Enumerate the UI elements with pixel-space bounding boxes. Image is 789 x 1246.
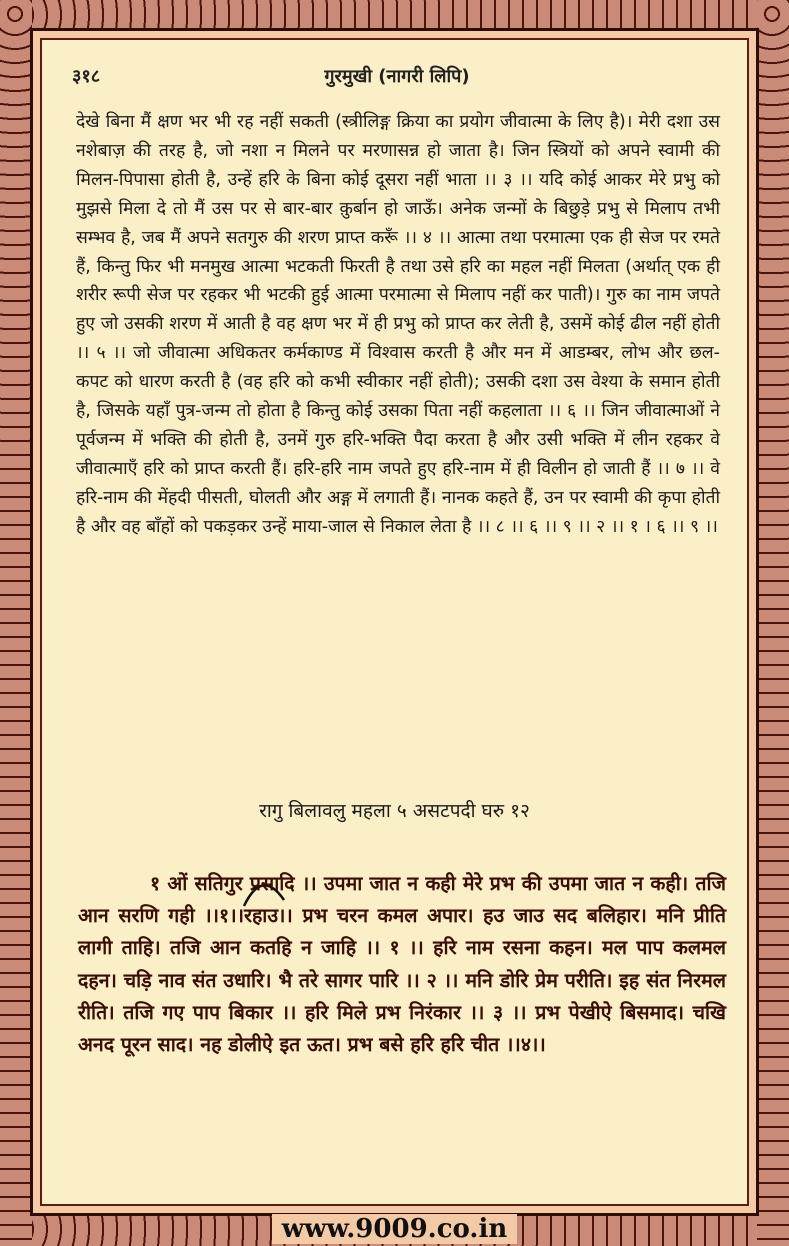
website-watermark bbox=[0, 1212, 789, 1246]
page-title: गुरमुखी (नागरी लिपि) bbox=[324, 66, 470, 87]
ornamental-border-right bbox=[757, 0, 789, 1246]
page-number: ३१८ bbox=[72, 66, 101, 87]
gurmukhi-verse bbox=[78, 868, 726, 1061]
verse-paragraph: १ ओं सतिगुर प्रसादि ।। उपमा जात न कही मेरे प्रभ की उपमा जात न कही। तजि आन सरणि गही ।।१।।रहाउ।। प्रभ चरन कमल अपार। हउ जाउ सद बलिहार। मनि प्रीति लागी ताहि। तजि आन कतहि न जाहि ।। १ ।। हरि नाम रसना कहन। मल पाप कलमल दहन। चड़ि नाव संत उधारि। भै तरे सागर पारि ।। २ ।। मनि डोरि प्रेम परीति। इह संत निरमल रीति। तजि गए पाप बिकार ।। हरि मिले प्रभ निरंकार ।। ३ ।। प्रभ पेखीऐ बिसमाद। चखि अनद पूरन साद। नह डोलीऐ इत ऊत। प्रभ बसे हरि हरि चीत ।।४।। bbox=[78, 872, 726, 1057]
section-heading: रागु बिलावलु महला ५ असटपदी घरु १२ bbox=[259, 800, 530, 822]
commentary-text bbox=[76, 108, 720, 542]
page-header bbox=[72, 58, 722, 88]
website-url: www.9009.co.in bbox=[272, 1214, 518, 1244]
commentary-paragraph: देखे बिना मैं क्षण भर भी रह नहीं सकती (स्त्रीलिङ्ग क्रिया का प्रयोग जीवात्मा के लिए है)। मेरी दशा उस नशेबाज़ की तरह है, जो नशा न मिलने पर मरणासन्न हो जाता है। जिन स्त्रियों को अपने स्वामी की मिलन-पिपासा होती है, उन्हें हरि के बिना कोई दूसरा नहीं भाता ।। ३ ।। यदि कोई आकर मेरे प्रभु को मुझसे मिला दे तो मैं उस पर से बार-बार क़ुर्बान हो जाऊँ। अनेक जन्मों के बिछुड़े प्रभु से मिलाप तभी सम्भव है, जब मैं अपने सतगुरु की शरण प्राप्त करूँ ।। ४ ।। आत्मा तथा परमात्मा एक ही सेज पर रमते हैं, किन्तु फिर भी मनमुख आत्मा भटकती फिरती है तथा उसे हरि का महल नहीं मिलता (अर्थात् एक ही शरीर रूपी सेज पर रहकर भी भटकी हुई आत्मा परमात्मा से मिलाप नहीं कर पाती)। गुरु का नाम जपते हुए जो उसकी शरण में आती है वह क्षण भर में ही प्रभु को प्राप्त कर लेती है, उसमें कोई ढील नहीं होती ।। ५ ।। जो जीवात्मा अधिकतर कर्मकाण्ड में विश्वास करती है और मन में आडम्बर, लोभ और छल-कपट को धारण करती है (वह हरि को कभी स्वीकार नहीं होती); उसकी दशा उस वेश्या के समान होती है, जिसके यहाँ पुत्र-जन्म तो होता है किन्तु कोई उसका पिता नहीं कहलाता ।। ६ ।। जिन जीवात्माओं ने पूर्वजन्म में भक्ति की होती है, उनमें गुरु हरि-भक्ति पैदा करता है और उसी भक्ति में लीन रहकर वे जीवात्माएँ हरि को प्राप्त करती हैं। हरि-हरि नाम जपते हुए हरि-नाम में ही विलीन हो जाती हैं ।। ७ ।। वे हरि-नाम की मेंहदी पीसती, घोलती और अङ्ग में लगाती हैं। नानक कहते हैं, उन पर स्वामी की कृपा होती है और वह बाँहों को पकड़कर उन्हें माया-जाल से निकाल लेता है ।। ८ ।। ६ ।। ९ ।। २ ।। १ । ६ ।। ९ ।। bbox=[76, 112, 720, 537]
ornamental-border-left bbox=[0, 0, 32, 1246]
book-page bbox=[40, 38, 749, 1206]
ornamental-border-top bbox=[0, 0, 789, 30]
